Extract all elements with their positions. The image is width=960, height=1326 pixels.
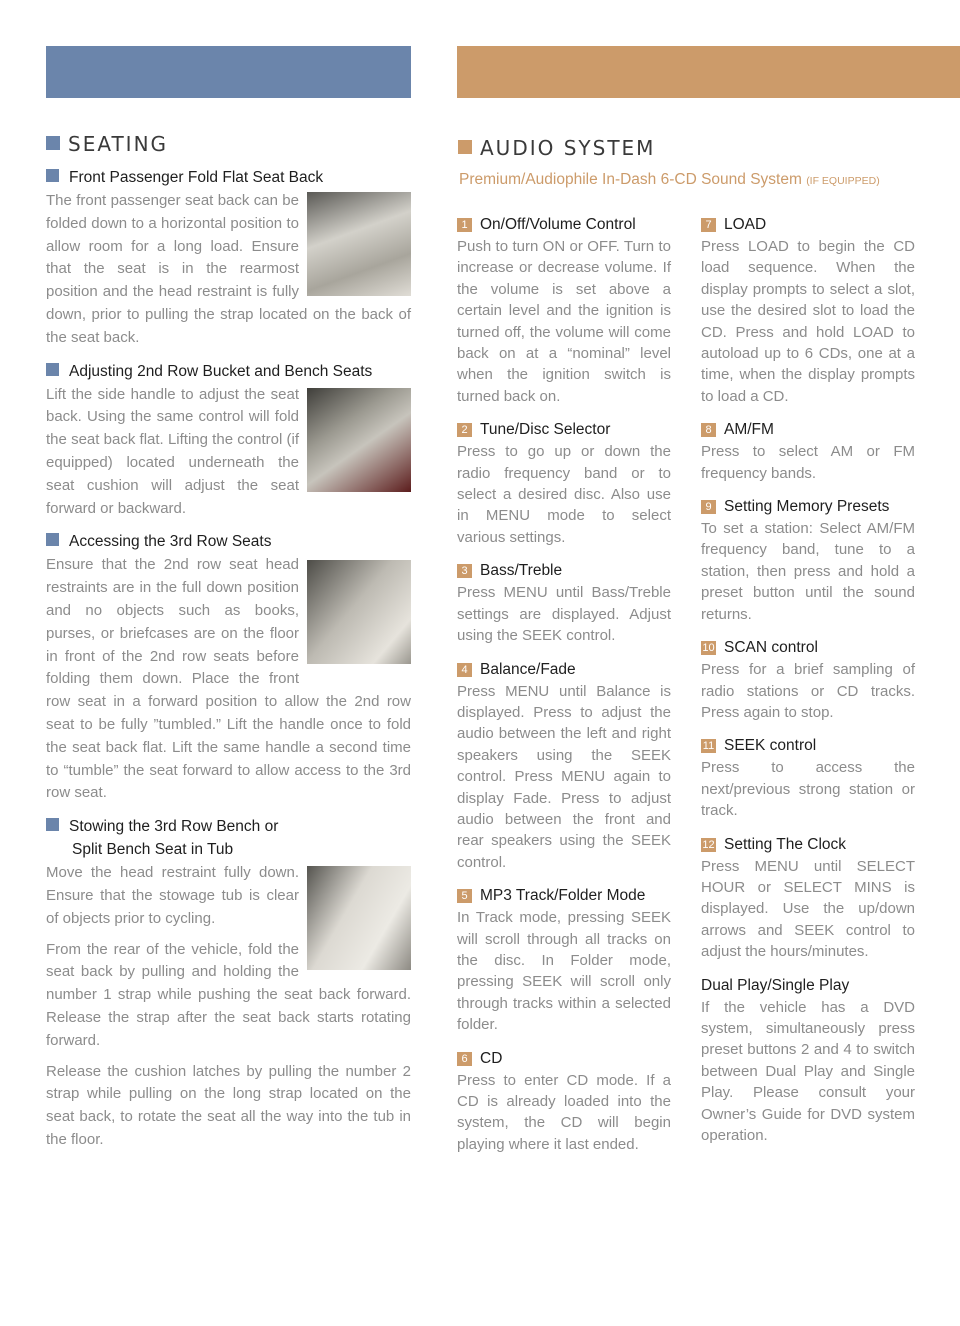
audio-item — [457, 419, 671, 548]
item-heading: SCAN control — [724, 639, 818, 657]
seating-section-title: SEATING — [46, 132, 168, 156]
item-text: In Track mode, pressing SEEK will scroll through all tracks on the disc. In Folder mode, pressing SEEK will scroll only through tracks within a selected folder. — [457, 909, 671, 1034]
seat-photo-fold-flat — [307, 192, 411, 296]
audio-column-left — [457, 214, 671, 1167]
audio-item — [457, 1048, 671, 1156]
body-text: Lift the side handle to adjust the seat back. Using the same control will fold the seat back flat. Lifting the control (if equipped) located underneath the seat cushion will adjust the seat forward or backward. — [46, 385, 299, 517]
audio-item — [701, 637, 915, 723]
body-text: Move the head restraint fully down. Ensure that the stowage tub is clear of objects prior to cycling. — [46, 864, 299, 927]
subsection-heading-line2: Split Bench Seat in Tub — [72, 841, 234, 859]
item-heading: On/Off/Volume Control — [480, 216, 636, 233]
item-text: Press MENU until Bass/Treble settings are displayed. Adjust using the SEEK control. — [457, 584, 671, 645]
seat-photo-stow-tub — [307, 866, 411, 970]
audio-subtitle: Premium/Audiophile In-Dash 6-CD Sound System (IF EQUIPPED) — [459, 171, 880, 188]
item-text: Press MENU until SELECT HOUR or SELECT MINS is displayed. Use the up/down arrows and SEEK control to adjust the hours/minutes. — [701, 857, 915, 961]
subsection-heading: Stowing the 3rd Row Bench or — [46, 816, 411, 837]
audio-item — [701, 834, 915, 963]
item-heading: Tune/Disc Selector — [480, 421, 611, 439]
section-square-icon — [46, 136, 60, 150]
audio-header-bar — [457, 46, 960, 98]
item-heading: LOAD — [724, 216, 767, 233]
audio-item — [457, 560, 671, 646]
seating-column — [46, 167, 411, 1163]
item-text: Push to turn ON or OFF. Turn to increase or decrease volume. If the volume is set above a certain level and the ignition is turned off, the volume will come back on at a “nominal” level when the ignition switch is turned back on. — [457, 238, 671, 405]
subsection-heading: Adjusting 2nd Row Bucket and Bench Seats — [46, 361, 411, 382]
item-number-badge: 8 — [701, 423, 716, 437]
item-number-badge: 3 — [457, 564, 472, 578]
audio-item — [457, 659, 671, 874]
item-heading: SEEK control — [724, 737, 817, 755]
dual-play-item — [701, 975, 915, 1147]
audio-item — [457, 885, 671, 1035]
item-text: To set a station: Select AM/FM frequency band, tune to a station, then press and hold a preset button until the sound returns. — [701, 520, 915, 623]
audio-item — [701, 214, 915, 407]
subsection-heading: Accessing the 3rd Row Seats — [46, 531, 411, 552]
item-number-badge: 1 — [457, 218, 472, 232]
item-heading: Bass/Treble — [480, 562, 563, 580]
seating-section — [46, 531, 411, 805]
seating-section — [46, 816, 411, 1152]
body-text: From the rear of the vehicle, fold the seat back by pulling and holding the number 1 strap while pushing the seat back forward. Release the strap after the seat back starts rotating forward. — [46, 940, 411, 1049]
body-text: The front passenger seat back can be folded down to a horizontal position to allow room for a long load. Ensure that the seat is in the rearmost position and the head restraint is fully down, prior to pulling the strap located on the back of the seat back. — [46, 192, 411, 346]
seat-photo-3rd-row-access — [307, 560, 411, 664]
subsection-heading: Front Passenger Fold Flat Seat Back — [46, 167, 411, 188]
item-text: Press to go up or down the radio frequency band or to select a desired disc. Also use in MENU mode to select various settings. — [457, 443, 671, 546]
audio-column-right — [701, 214, 915, 1158]
body-text: Release the cushion latches by pulling the number 2 strap while pulling on the long strap located on the seat back, to rotate the seat all the way into the tub in the floor. — [46, 1062, 411, 1148]
item-number-badge: 9 — [701, 500, 716, 514]
item-heading: Balance/Fade — [480, 660, 576, 678]
item-text: Press MENU until Balance is displayed. Press to adjust the audio between the left and right speakers using the SEEK control. Press MENU again to display Fade. Press to adjust audio between the front and rear speakers using the SEEK control. — [457, 682, 671, 871]
item-text: Press to select AM or FM frequency bands. — [701, 443, 915, 482]
audio-item — [701, 735, 915, 821]
seating-section — [46, 361, 411, 521]
item-number-badge: 2 — [457, 423, 472, 437]
item-heading: Setting The Clock — [724, 835, 847, 853]
seating-section — [46, 167, 411, 350]
body-text: Ensure that the 2nd row seat head restraints are in the full down position and no objects such as books, purses, or briefcases are on the floor in front of the 2nd row seats before folding them down. Place the front row seat in a forward position to allow the 2nd row seat to be fully ”tumbled.” Lift the handle once to fold the seat back flat. Lift the same handle a second time to “tumble” the seat forward to allow access to the 3rd row seat. — [46, 556, 411, 802]
item-number-badge: 10 — [702, 642, 715, 655]
item-heading: CD — [480, 1049, 503, 1067]
item-text: Press LOAD to begin the CD load sequence. When the display prompts to select a slot, use the desired slot to load the CD. Press and hold LOAD to autoload up to 6 CDs, one at a time, when the display prompts to load a CD. — [701, 238, 915, 405]
item-number-badge: 11 — [702, 740, 715, 753]
square-bullet-icon — [46, 363, 59, 376]
item-heading: AM/FM — [724, 421, 774, 439]
seat-photo-side-handle — [307, 388, 411, 492]
item-text: Press to access the next/previous strong station or track. — [701, 759, 915, 820]
item-number-badge: 5 — [457, 889, 472, 903]
seating-header-bar — [46, 46, 411, 98]
item-heading: Dual Play/Single Play — [701, 976, 850, 994]
item-heading: Setting Memory Presets — [724, 498, 890, 516]
square-bullet-icon — [46, 169, 59, 182]
item-number-badge: 7 — [701, 218, 716, 232]
audio-item — [701, 419, 915, 484]
item-text: Press for a brief sampling of radio stations or CD tracks. Press again to stop. — [701, 661, 915, 721]
item-text: Press to enter CD mode. If a CD is already loaded into the system, the CD will begin playing where it last ended. — [457, 1071, 671, 1153]
audio-item — [701, 496, 915, 625]
item-number-badge: 12 — [702, 838, 715, 851]
square-bullet-icon — [46, 533, 59, 546]
item-number-badge: 6 — [457, 1052, 472, 1066]
item-heading: MP3 Track/Folder Mode — [480, 887, 646, 905]
item-text: If the vehicle has a DVD system, simultaneously press preset buttons 2 and 4 to switch between Dual Play and Single Play. Please consult your Owner’s Guide for DVD system operation. — [701, 998, 915, 1144]
audio-section-title: AUDIO SYSTEM — [458, 136, 655, 160]
square-bullet-icon — [46, 818, 59, 831]
audio-item — [457, 214, 671, 407]
section-square-icon — [458, 140, 472, 154]
item-number-badge: 4 — [457, 663, 472, 677]
